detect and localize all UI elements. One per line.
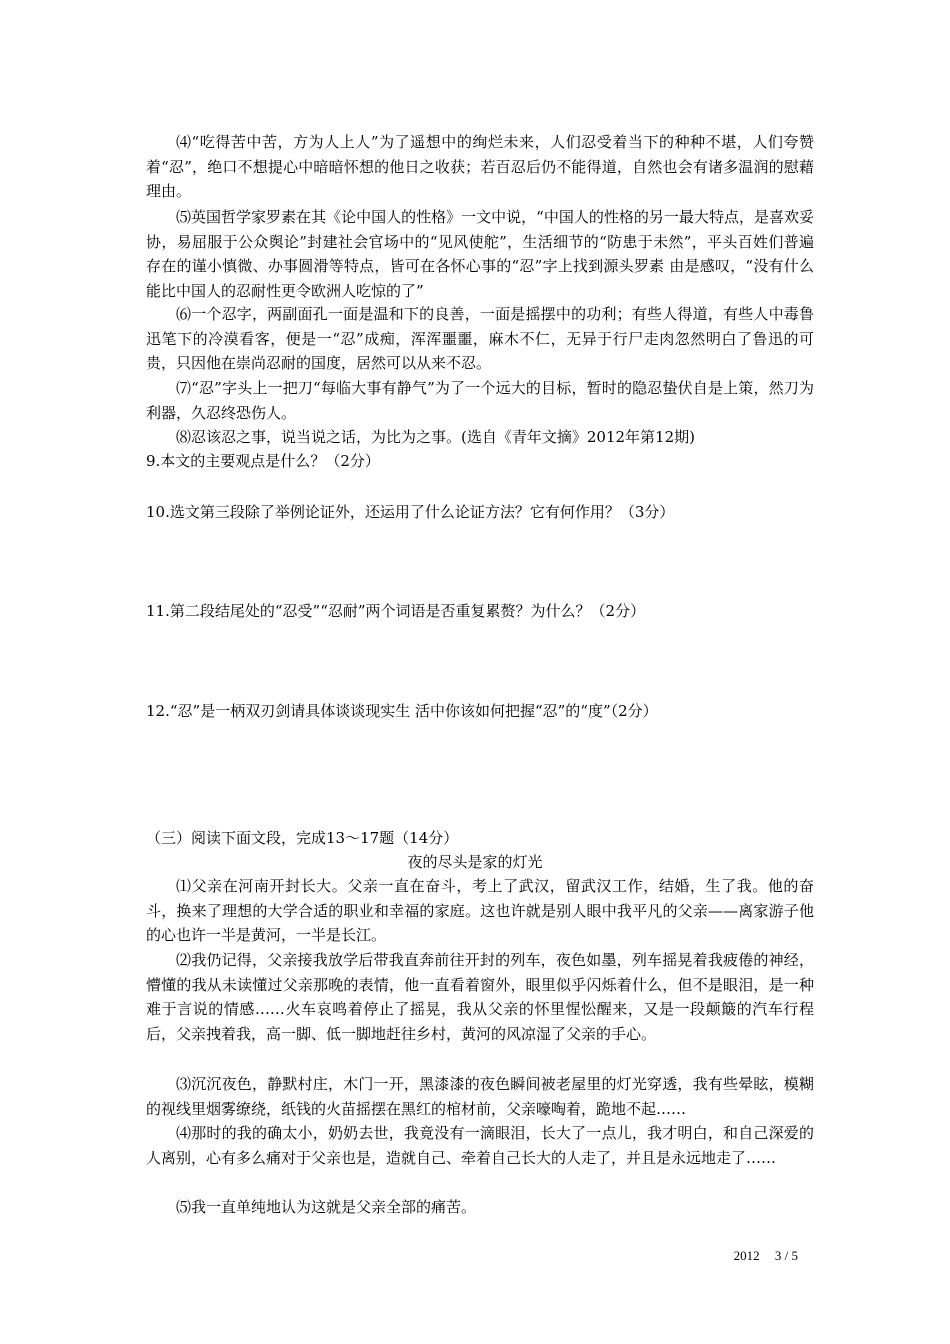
story-paragraph-3: ⑶沉沉夜色，静默村庄，木门一开，黑漆漆的夜色瞬间被老屋里的灯光穿透，我有些晕眩，模糊的视线里烟雾缭绕，纸钱的火苗摇摆在黑红的棺材前，父亲嚎啕着，跪地不起…… (146, 1075, 814, 1118)
story-paragraph-5: ⑸我一直单纯地认为这就是父亲全部的痛苦。 (176, 1198, 477, 1216)
paragraph-6: ⑹一个忍字，两副面孔一面是温和下的良善，一面是摇摆中的功利；有些人得道，有些人中毒鲁迅笔下的冷漠看客，便是一“忍”成痴，浑浑噩噩，麻木不仁，无异于行尸走肉忽然明白了鲁迅的可贵，只因他在崇尚忍耐的国度，居然可以从来不忍。 (146, 305, 814, 372)
paragraph-7: ⑺“忍”字头上一把刀“每临大事有静气”为了一个远大的目标，暂时的隐忍蛰伏自是上策，然刀为利器，久忍终恐伤人。 (146, 379, 814, 422)
page-footer (734, 1248, 798, 1264)
paragraph-4: ⑷“吃得苦中苦，方为人上人”为了遥想中的绚烂未来，人们忍受着当下的种种不堪，人们夸赞着“忍”，绝口不想提心中暗暗怀想的他日之收获；若百忍后仍不能得道，自然也会有诸多温润的慰藉理由。 (146, 133, 814, 200)
story-paragraph-2: ⑵我仍记得，父亲接我放学后带我直奔前往开封的列车，夜色如墨，列车摇晃着我疲倦的神经，懵懂的我从未读懂过父亲那晚的表情，他一直看着窗外，眼里似乎闪烁着什么，但不是眼泪，是一种难于言说的情感……火车哀鸣着停止了摇晃，我从父亲的怀里惺忪醒来，又是一段颠簸的汽车行程后，父亲拽着我，高一脚、低一脚地赶往乡村，黄河的风凉湿了父亲的手心。 (146, 951, 814, 1043)
question-12: 12.“忍”是一柄双刃剑请具体谈谈现实生 活中你该如何把握“忍”的“度”（2分） (146, 702, 658, 720)
question-9: 9.本文的主要观点是什么？（2分） (146, 452, 380, 470)
story-paragraph-1: ⑴父亲在河南开封长大。父亲一直在奋斗，考上了武汉，留武汉工作，结婚，生了我。他的奋斗，换来了理想的大学合适的职业和幸福的家庭。这也许就是别人眼中我平凡的父亲——离家游子他的心也许一半是黄河，一半是长江。 (146, 877, 814, 944)
footer-year: 2012 (733, 1248, 760, 1263)
paragraph-8: ⑻忍该忍之事，说当说之话，为比为之事。(选自《青年文摘》2012年第12期) (176, 428, 695, 446)
question-11: 11.第二段结尾处的“忍受”“忍耐”两个词语是否重复累赘？为什么？（2分） (146, 602, 646, 620)
question-10: 10.选文第三段除了举例论证外，还运用了什么论证方法？它有何作用？（3分） (146, 503, 675, 521)
page-number: 3 / 5 (774, 1248, 798, 1263)
story-paragraph-4: ⑷那时的我的确太小，奶奶去世，我竟没有一滴眼泪，长大了一点儿，我才明白，和自己深爱的人离别，心有多么痛对于父亲也是，造就自己、牵着自己长大的人走了，并且是永远地走了…… (146, 1124, 814, 1167)
article-title: 夜的尽头是家的灯光 (407, 853, 543, 871)
paragraph-5: ⑸英国哲学家罗素在其《论中国人的性格》一文中说，“中国人的性格的另一最大特点，是喜欢妥协，易屈服于公众舆论”封建社会官场中的“见风使舵”，生活细节的“防患于未然”，平头百姓们普遍存在的谨小慎微、办事圆滑等特点，皆可在各怀心事的“忍”字上找到源头罗素 由是感叹，“没有什么能比中国人的忍耐性更令欧洲人吃惊的了” (146, 208, 814, 300)
section-heading: （三）阅读下面文段，完成13～17题（14分） (146, 829, 459, 847)
